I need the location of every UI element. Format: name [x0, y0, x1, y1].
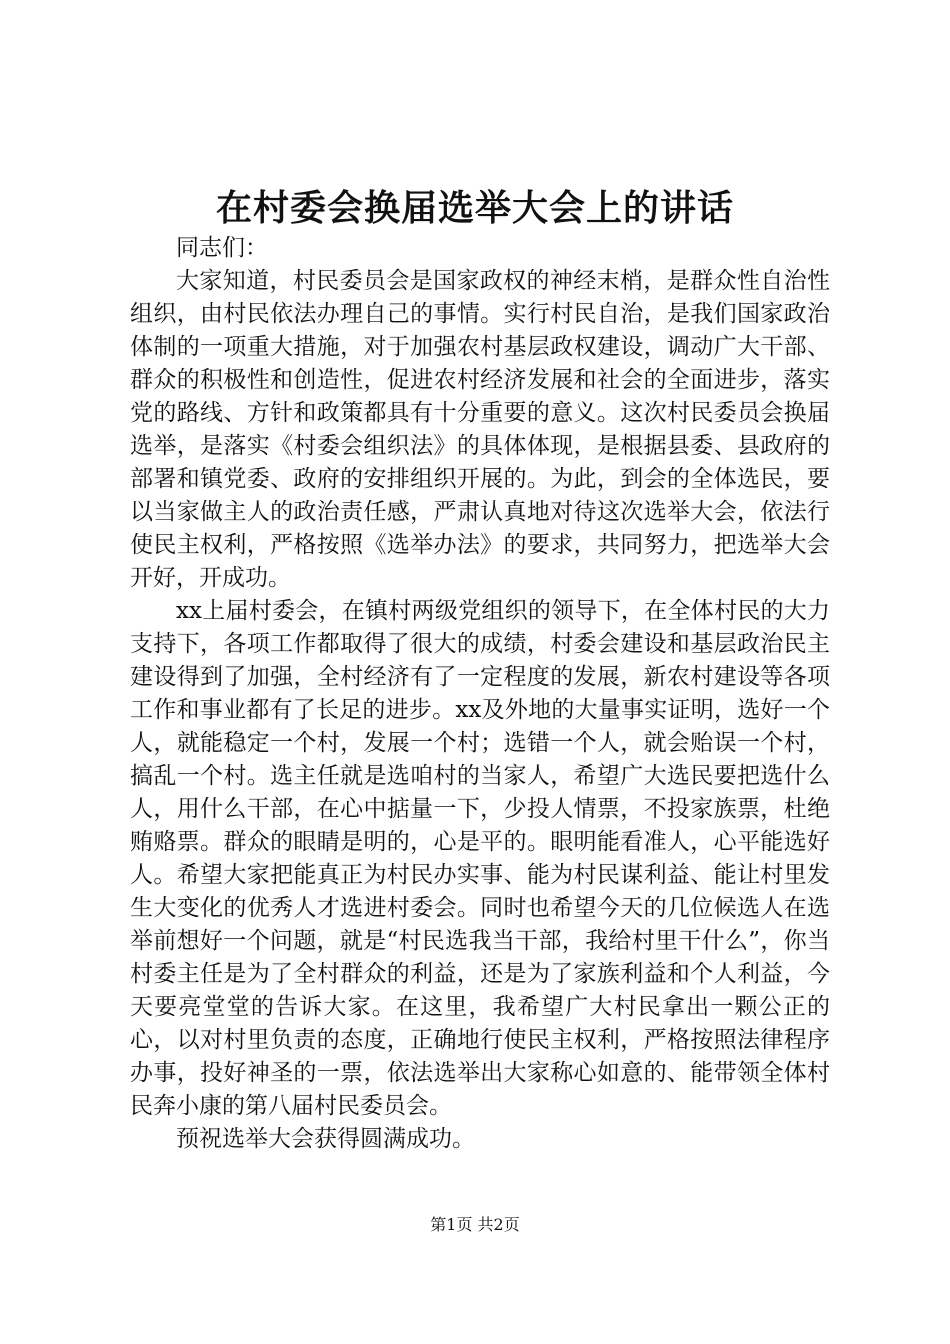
page-number-footer: 第1页 共2页 — [430, 1215, 520, 1234]
paragraph-2: xx上届村委会，在镇村两级党组织的领导下，在全体村民的大力支持下，各项工作都取得了很大的成绩，村委会建设和基层政治民主建设得到了加强，全村经济有了一定程度的发展，新农村建设等各项工作和事业都有了长足的进步。xx及外地的大量事实证明，选好一个人，就能稳定一个村，发展一个村；选错一个人，就会贻误一个村，搞乱一个村。选主任就是选咱村的当家人，希望广大选民要把选什么人，用什么干部，在心中掂量一下，少投人情票，不投家族票，杜绝贿赂票。群众的眼睛是明的，心是平的。眼明能看准人，心平能选好人。希望大家把能真正为村民办实事、能为村民谋利益、能让村里发生大变化的优秀人才选进村委会。同时也希望今天的几位候选人在选举前想好一个问题，就是“村民选我当干部，我给村里干什么”，你当村委主任是为了全村群众的利益，还是为了家族利益和个人利益，今天要亮堂堂的告诉大家。在这里，我希望广大村民拿出一颗公正的心，以对村里负责的态度，正确地行使民主权利，严格按照法律程序办事，投好神圣的一票，依法选举出大家称心如意的、能带领全体村民奔小康的第八届村民委员会。 — [130, 598, 830, 1119]
document-body — [130, 232, 830, 1156]
greeting-line: 同志们： — [176, 235, 268, 261]
document-title: 在村委会换届选举大会上的讲话 — [215, 187, 734, 229]
paragraph-1: 大家知道，村民委员会是国家政权的神经末梢，是群众性自治性组织，由村民依法办理自己的事情。实行村民自治，是我们国家政治体制的一项重大措施，对于加强农村基层政权建设，调动广大干部、群众的积极性和创造性，促进农村经济发展和社会的全面进步，落实党的路线、方针和政策都具有十分重要的意义。这次村民委员会换届选举，是落实《村委会组织法》的具体体现，是根据县委、县政府的部署和镇党委、政府的安排组织开展的。为此，到会的全体选民，要以当家做主人的政治责任感，严肃认真地对待这次选举大会，依法行使民主权利，严格按照《选举办法》的要求，共同努力，把选举大会开好，开成功。 — [130, 268, 830, 591]
paragraph-3: 预祝选举大会获得圆满成功。 — [176, 1126, 475, 1152]
